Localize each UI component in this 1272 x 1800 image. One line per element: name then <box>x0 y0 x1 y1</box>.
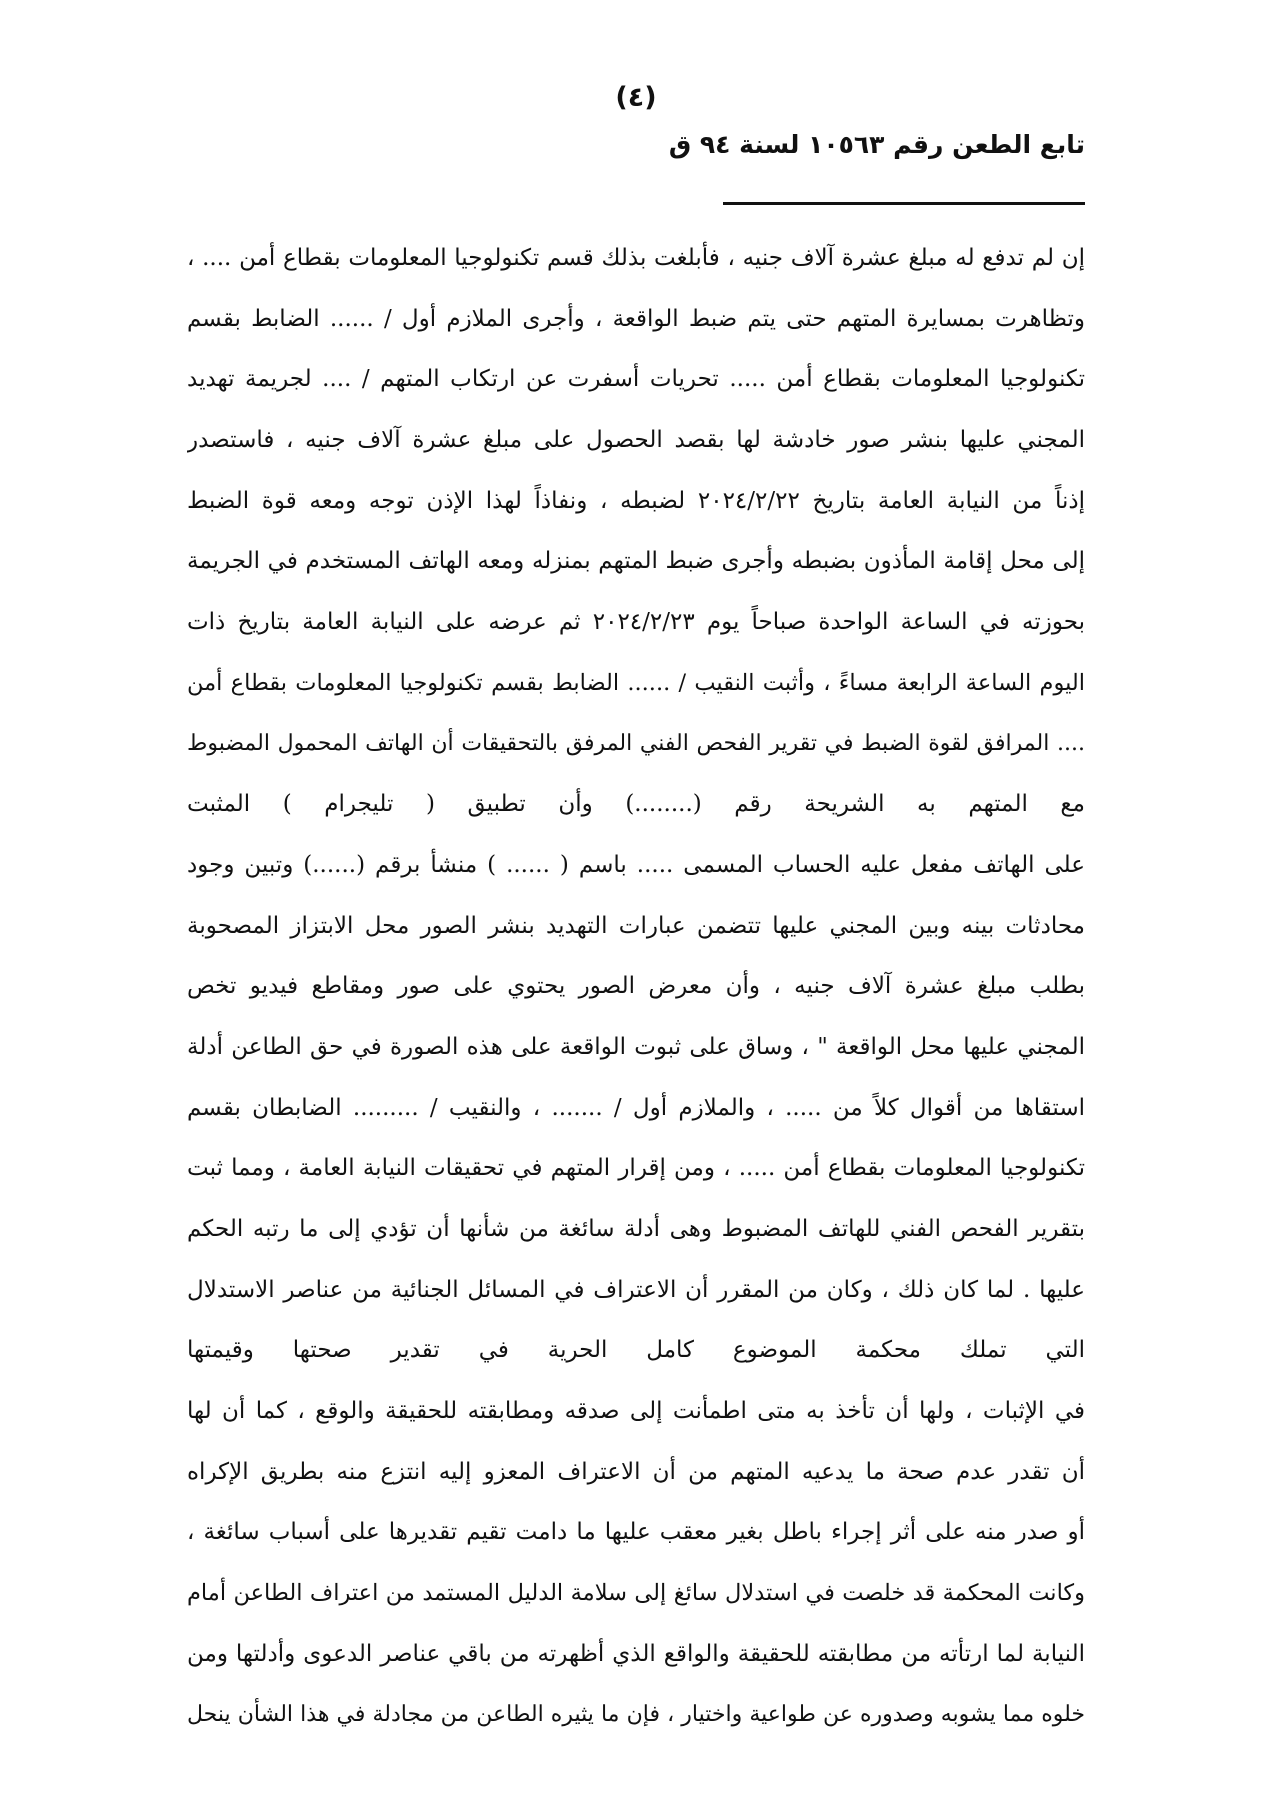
text-line: المجني عليها بنشر صور خادشة لها بقصد الحصول على مبلغ عشرة آلاف جنيه ، فاستصدر <box>187 427 1085 454</box>
heading-underline <box>723 202 1085 205</box>
text-line: إذناً من النيابة العامة بتاريخ ٢٠٢٤/٢/٢٢ لضبطه ، ونفاذاً لهذا الإذن توجه ومعه قوة الضبط <box>187 487 1085 514</box>
case-title: تابع الطعن رقم ١٠٥٦٣ لسنة ٩٤ ق <box>668 130 1085 159</box>
text-line: محادثات بينه وبين المجني عليها تتضمن عبارات التهديد بنشر الصور محل الابتزاز المصحوبة <box>187 912 1085 939</box>
text-line: في الإثبات ، ولها أن تأخذ به متى اطمأنت إلى صدقه ومطابقته للحقيقة والوقع ، كما أن لها <box>187 1398 1085 1425</box>
text-line: النيابة لما ارتأته من مطابقته للحقيقة والواقع الذي أظهرته من باقي عناصر الدعوى وأدلتها ومن <box>187 1640 1085 1667</box>
text-line: التي تملك محكمة الموضوع كامل الحرية في تقدير صحتها وقيمتها <box>187 1337 1085 1364</box>
text-line: .... المرافق لقوة الضبط في تقرير الفحص الفني المرفق بالتحقيقات أن الهاتف المحمول المضبوط <box>187 730 1085 756</box>
document-body <box>187 228 1085 1745</box>
text-line: عليها . لما كان ذلك ، وكان من المقرر أن الاعتراف في المسائل الجنائية من عناصر الاستدلال <box>187 1276 1085 1303</box>
text-line: خلوه مما يشوبه وصدوره عن طواعية واختيار ، فإن ما يثيره الطاعن من مجادلة في هذا الشأن ينحل <box>187 1701 1085 1727</box>
text-line: تكنولوجيا المعلومات بقطاع أمن ..... تحريات أسفرت عن ارتكاب المتهم / .... لجريمة تهديد <box>187 366 1085 393</box>
text-line: المجني عليها محل الواقعة " ، وساق على ثبوت الواقعة على هذه الصورة في حق الطاعن أدلة <box>187 1033 1085 1060</box>
text-line: بطلب مبلغ عشرة آلاف جنيه ، وأن معرض الصور يحتوي على صور ومقاطع فيديو تخص <box>187 973 1085 1000</box>
text-line: بحوزته في الساعة الواحدة صباحاً يوم ٢٠٢٤/٢/٢٣ ثم عرضه على النيابة العامة بتاريخ ذات <box>187 609 1085 636</box>
text-line: أو صدر منه على أثر إجراء باطل بغير معقب عليها ما دامت تقيم تقديرها على أسباب سائغة ، <box>187 1519 1085 1546</box>
page-number: (٤) <box>615 82 657 113</box>
text-line: اليوم الساعة الرابعة مساءً ، وأثبت النقيب / ...... الضابط بقسم تكنولوجيا المعلومات بقطاع أمن <box>187 669 1085 696</box>
text-line: على الهاتف مفعل عليه الحساب المسمى ..... باسم ( ...... ) منشأ برقم (......) وتبين وجود <box>187 851 1085 878</box>
text-line: أن تقدر عدم صحة ما يدعيه المتهم من أن الاعتراف المعزو إليه انتزع منه بطريق الإكراه <box>187 1458 1085 1485</box>
text-line: تكنولوجيا المعلومات بقطاع أمن ..... ، ومن إقرار المتهم في تحقيقات النيابة العامة ، ومما ثبت <box>187 1155 1085 1182</box>
text-line: استقاها من أقوال كلاً من ..... ، والملازم أول / ....... ، والنقيب / ......... الضابطان بقسم <box>187 1094 1085 1121</box>
text-line: مع المتهم به الشريحة رقم (........) وأن تطبيق ( تليجرام ) المثبت <box>187 791 1085 818</box>
text-line: بتقرير الفحص الفني للهاتف المضبوط وهى أدلة سائغة من شأنها أن تؤدي إلى ما رتبه الحكم <box>187 1216 1085 1242</box>
text-line: إلى محل إقامة المأذون بضبطه وأجرى ضبط المتهم بمنزله ومعه الهاتف المستخدم في الجريمة <box>187 548 1085 575</box>
text-line: وتظاهرت بمسايرة المتهم حتى يتم ضبط الواقعة ، وأجرى الملازم أول / ...... الضابط بقسم <box>187 305 1085 332</box>
text-line: إن لم تدفع له مبلغ عشرة آلاف جنيه ، فأبلغت بذلك قسم تكنولوجيا المعلومات بقطاع أمن .... ، <box>187 245 1085 271</box>
text-line: وكانت المحكمة قد خلصت في استدلال سائغ إلى سلامة الدليل المستمد من اعتراف الطاعن أمام <box>187 1580 1085 1607</box>
